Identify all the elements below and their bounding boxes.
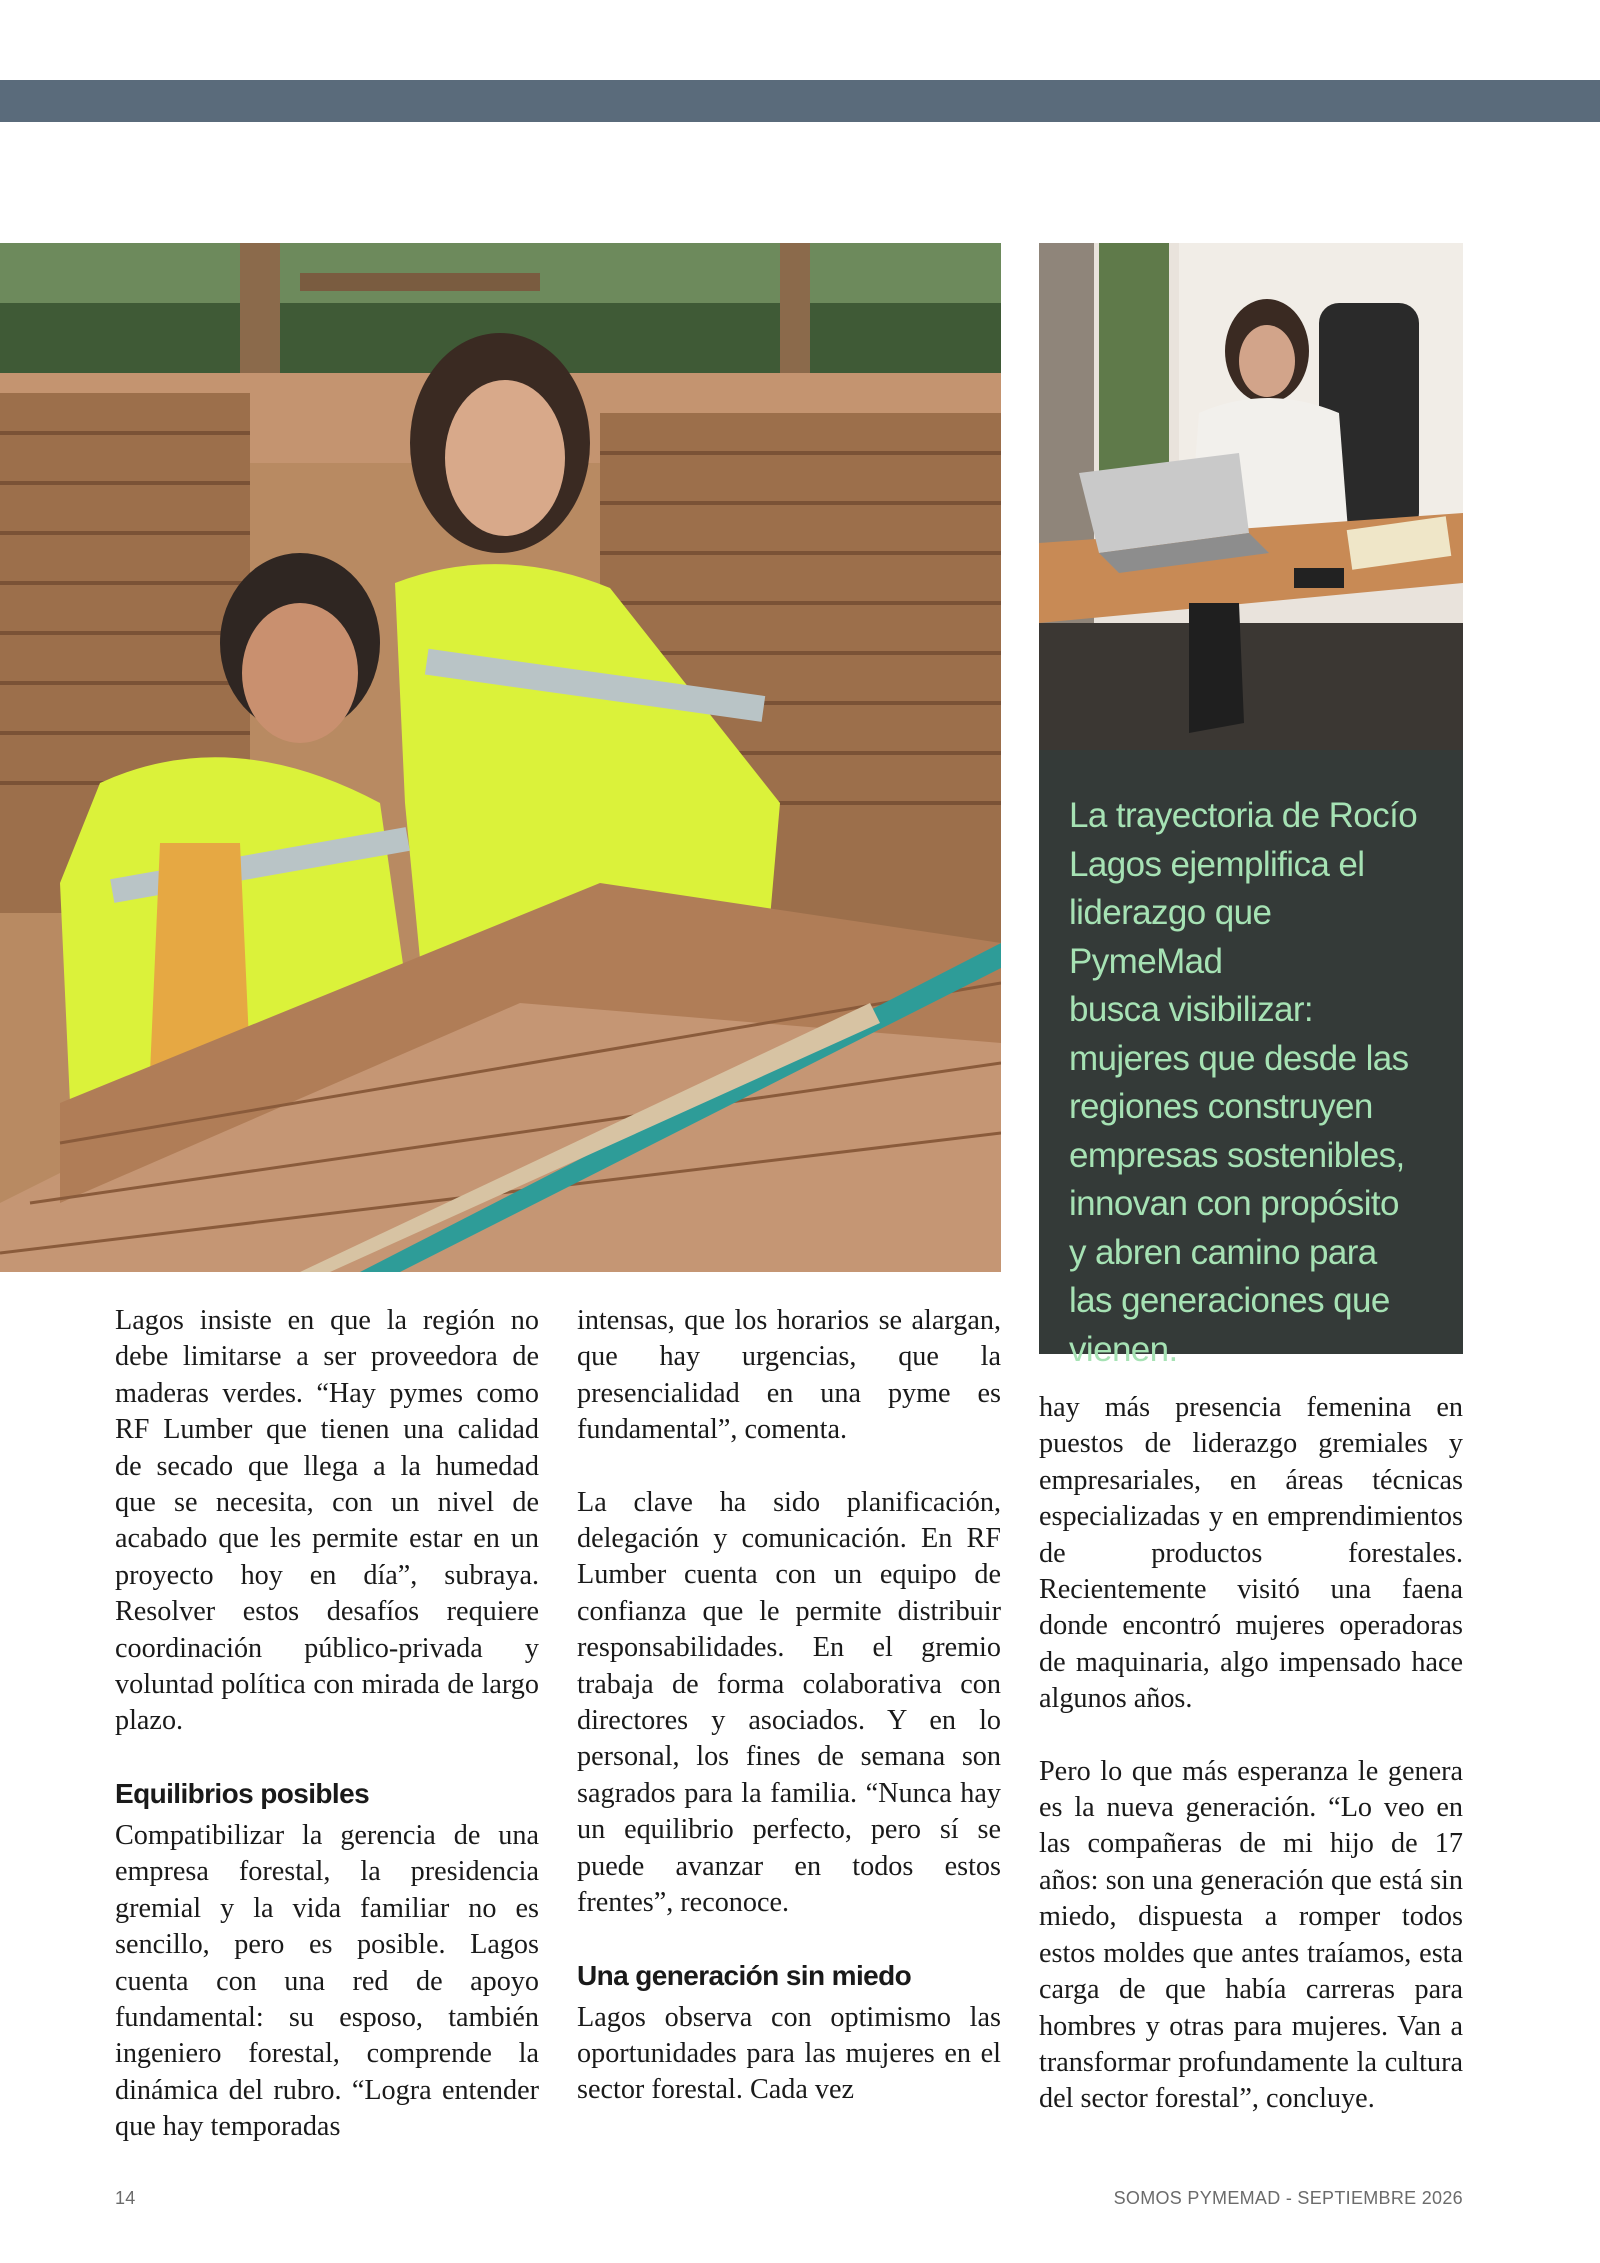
page-number: 14 (115, 2188, 136, 2208)
paragraph: Compatibilizar la gerencia de una empresa forestal, la presidencia gremial y la vida familiar no es sencillo, pero es posible. Lagos cuenta con una red de apoyo fundamental: su esposo, también ingeniero forestal, comprende la dinámica del rubro. “Logra entender que hay temporadas (115, 1819, 539, 2143)
article-column-3 (1039, 1390, 1463, 2118)
paragraph: La clave ha sido planificación, delegación y comunicación. En RF Lumber cuenta con un equipo de confianza que le permite distribuir responsabilidades. En el gremio trabaja de forma colaborativa con directores y asociados. Y en lo personal, los fines de semana son sagrados para la familia. “Nunca hay un equilibrio perfecto, pero sí se puede avanzar en todos estos frentes”, reconoce. (577, 1486, 1001, 1919)
pull-quote-box (1039, 750, 1463, 1369)
article-column-2 (577, 1303, 1001, 2109)
paragraph: Lagos insiste en que la región no debe limitarse a ser proveedora de maderas verdes. “Hay pymes como RF Lumber que tienen una calidad de secado que llega a la humedad que se necesita, con un nivel de acabado que les permite estar en un proyecto hoy en día”, subraya. Resolver estos desafíos requiere coordinación público-privada y voluntad política con mirada de largo plazo. (115, 1305, 539, 1737)
pull-quote: La trayectoria de Rocío Lagos ejemplifica el liderazgo que PymeMad busca visibilizar: mujeres que desde las regiones construyen empresas sostenibles, innovan con propósito y abren camino para las generaciones que vienen. (1069, 796, 1418, 1369)
side-photo (1039, 243, 1463, 750)
paragraph: Lagos observa con optimismo las oportunidades para las mujeres en el sector forestal. Cada vez (577, 2001, 1001, 2106)
header-band (0, 80, 1600, 122)
main-photo (0, 243, 1001, 1272)
section-heading: Una generación sin miedo (577, 1959, 912, 1991)
article-column-1 (115, 1303, 539, 2146)
paragraph: Pero lo que más esperanza le genera es la nueva generación. “Lo veo en las compañeras de mi hijo de 17 años: son una generación que está sin miedo, dispuesta a romper todos estos moldes que antes traíamos, esta carga de que había carreras para hombres y otras para mujeres. Van a transformar profundamente la cultura del sector forestal”, concluye. (1039, 1755, 1463, 2115)
publication-footer: SOMOS PYMEMAD - SEPTIEMBRE 2026 (1113, 2188, 1463, 2208)
paragraph: hay más presencia femenina en puestos de liderazgo gremiales y empresariales, en áreas técnicas especializadas y en emprendimientos de productos forestales. Recientemente visitó una faena donde encontró mujeres operadoras de maquinaria, algo impensado hace algunos años. (1039, 1392, 1463, 1715)
section-heading: Equilibrios posibles (115, 1777, 370, 1809)
paragraph: intensas, que los horarios se alargan, que hay urgencias, que la presencialidad en una pyme es fundamental”, comenta. (577, 1305, 1001, 1446)
